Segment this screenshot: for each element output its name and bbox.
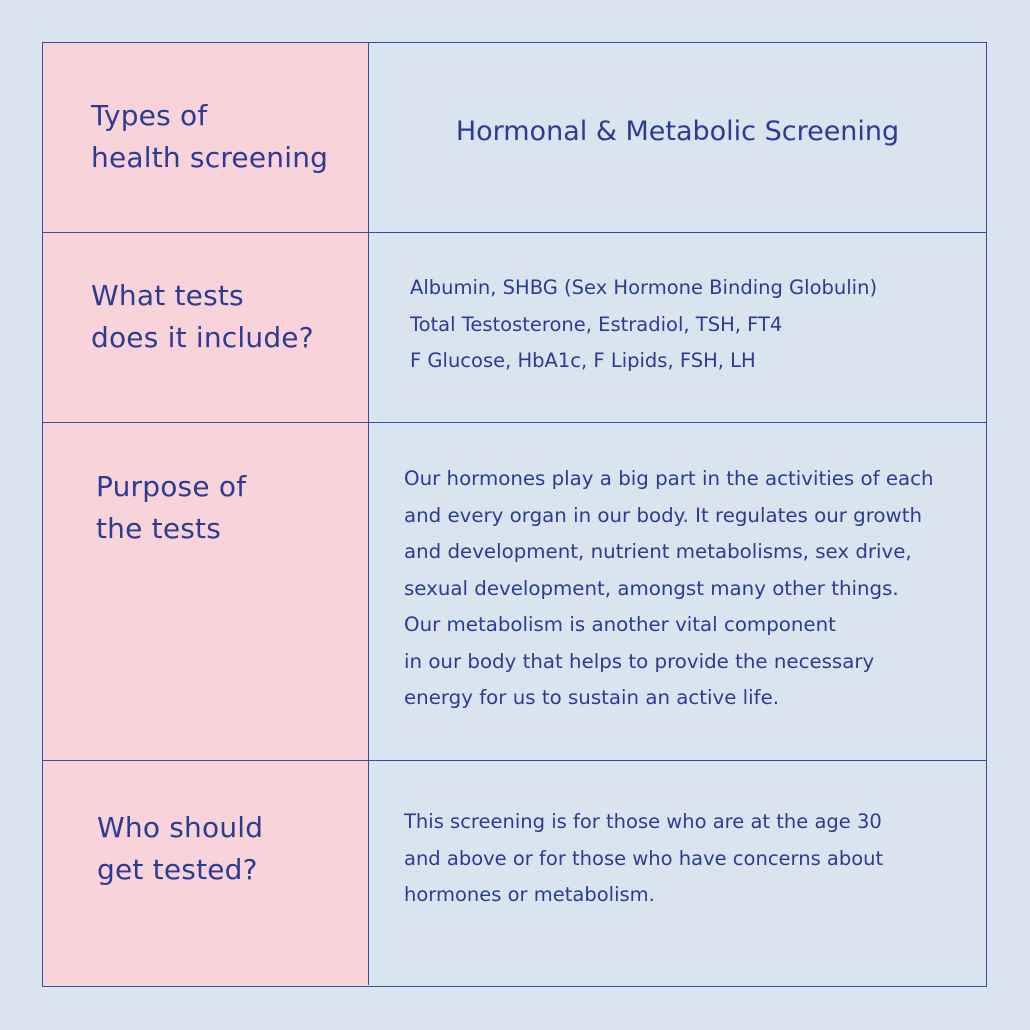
label-cell	[43, 43, 369, 232]
screening-info-table	[42, 42, 987, 987]
purpose-text: Our hormones play a big part in the activities of each and every organ in our body. It regulates our growth and development, nutrient metabolisms, sex drive, sexual development, amongst many other things. Our metabolism is another vital component in our body that helps to provide the necessary energy for us to sustain an active life.	[404, 467, 934, 709]
table-row-tests	[43, 232, 986, 422]
value-cell	[369, 233, 986, 422]
table-row-purpose	[43, 422, 986, 760]
screening-type-title: Hormonal & Metabolic Screening	[455, 116, 900, 147]
row-label: Who should get tested?	[97, 811, 264, 886]
label-cell	[43, 423, 369, 760]
value-cell	[369, 43, 986, 232]
eligibility-text: This screening is for those who are at the age 30 and above or for those who have concerns about hormones or metabolism.	[404, 810, 884, 906]
row-label: Types of health screening	[91, 99, 329, 174]
tests-list: Albumin, SHBG (Sex Hormone Binding Globulin) Total Testosterone, Estradiol, TSH, FT4 F Glucose, HbA1c, F Lipids, FSH, LH	[410, 276, 878, 372]
row-label: What tests does it include?	[91, 279, 314, 354]
value-cell	[369, 423, 986, 760]
row-label: Purpose of the tests	[96, 470, 247, 545]
label-cell	[43, 233, 369, 422]
value-cell	[369, 761, 986, 985]
label-cell	[43, 761, 369, 985]
table-row-who	[43, 760, 986, 985]
table-row-types	[43, 43, 986, 232]
